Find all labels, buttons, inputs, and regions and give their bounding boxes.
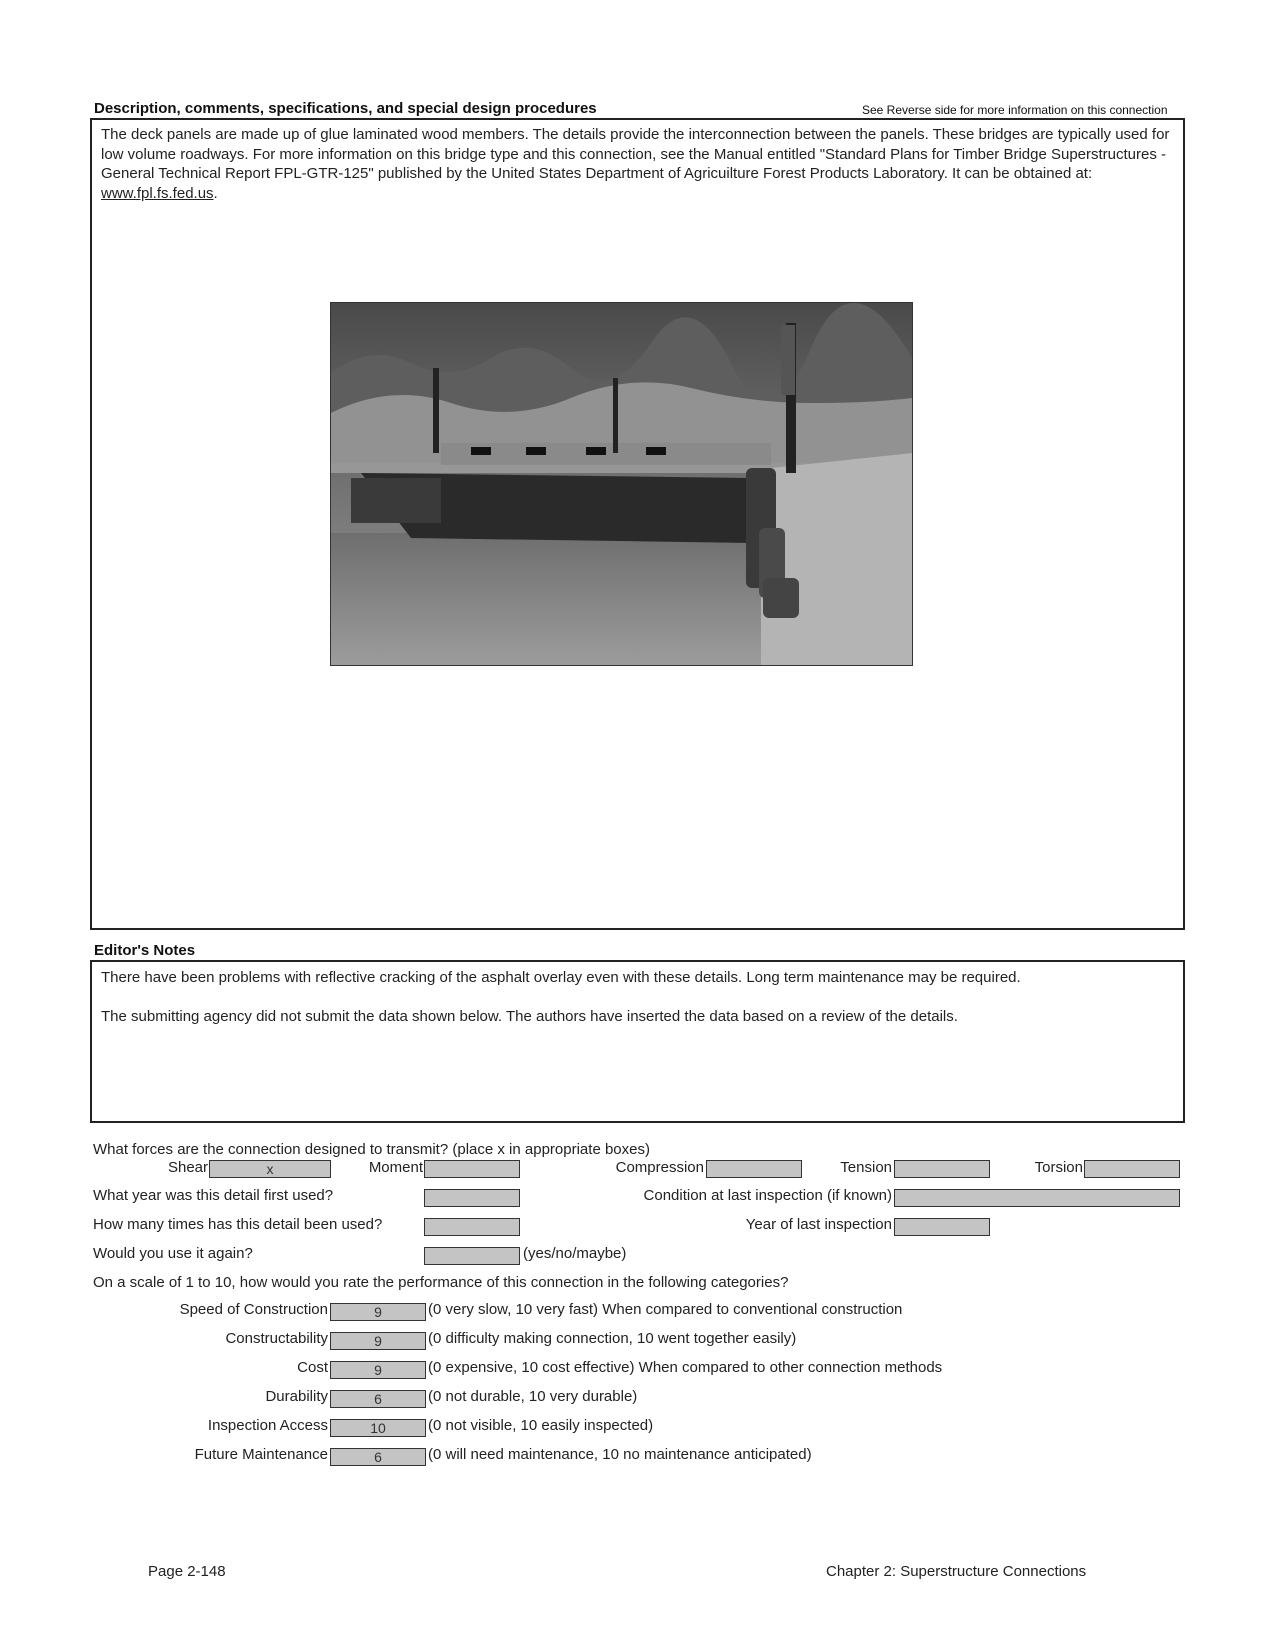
moment-label: Moment [368,1159,423,1176]
rating-label: Cost [297,1359,328,1376]
use-again-field[interactable] [424,1247,520,1265]
rating-label: Constructability [225,1330,328,1347]
times-used-field[interactable] [424,1218,520,1236]
rating-hint: (0 will need maintenance, 10 no maintenance anticipated) [428,1446,812,1463]
condition-label: Condition at last inspection (if known) [643,1187,892,1204]
description-text: The deck panels are made up of glue laminated wood members. The details provide the interconnection between the panels. These bridges are typically used for low volume roadways. For more information on this bridge type and this connection, see the Manual entitled "Standard Plans for Timber Bridge Superstructures - General Technical Report FPL-GTR-125" published by the United States Department of Agricuilture Forest Products Laboratory. It can be obtained at: www.fpl.fs.fed.us. [101,126,1170,202]
timber-bridge-photo [330,302,913,666]
year-first-used-field[interactable] [424,1189,520,1207]
rating-hint: (0 difficulty making connection, 10 went together easily) [428,1330,797,1347]
year-last-inspection-field[interactable] [894,1218,990,1236]
rating-durability-field[interactable]: 6 [330,1390,426,1408]
shear-field[interactable]: x [209,1160,331,1178]
scale-question: On a scale of 1 to 10, how would you rate the performance of this connection in the following categories? [93,1274,789,1291]
tension-field[interactable] [894,1160,990,1178]
description-header: Description, comments, specifications, and special design procedures [94,100,597,117]
compression-field[interactable] [706,1160,802,1178]
editors-notes-box [90,960,1185,1123]
year-last-inspection-label: Year of last inspection [745,1216,892,1233]
rating-label: Speed of Construction [179,1301,328,1318]
moment-field[interactable] [424,1160,520,1178]
page-number: Page 2-148 [148,1563,226,1580]
use-again-hint: (yes/no/maybe) [523,1245,627,1262]
rating-constructability-field[interactable]: 9 [330,1332,426,1350]
torsion-field[interactable] [1084,1160,1180,1178]
chapter-title: Chapter 2: Superstructure Connections [826,1563,1087,1580]
shear-label: Shear [167,1159,208,1176]
rating-hint: (0 not visible, 10 easily inspected) [428,1417,654,1434]
rating-label: Inspection Access [207,1417,328,1434]
editors-note-1: There have been problems with reflective cracking of the asphalt overlay even with these details. Long term maintenance may be required. [101,969,1021,986]
compression-label: Compression [615,1159,704,1176]
rating-inspection-access-field[interactable]: 10 [330,1419,426,1437]
rating-hint: (0 very slow, 10 very fast) When compared to conventional construction [428,1301,903,1318]
forces-question: What forces are the connection designed to transmit? (place x in appropriate boxes) [93,1141,650,1158]
rating-label: Future Maintenance [194,1446,328,1463]
fpl-link[interactable]: www.fpl.fs.fed.us [101,184,214,202]
rating-label: Durability [265,1388,328,1405]
bridge-photo-drawing [331,303,912,665]
rating-hint: (0 expensive, 10 cost effective) When compared to other connection methods [428,1359,943,1376]
rating-hint: (0 not durable, 10 very durable) [428,1388,638,1405]
tension-label: Tension [840,1159,892,1176]
editors-notes-header: Editor's Notes [94,942,196,959]
rating-future-maintenance-field[interactable]: 6 [330,1448,426,1466]
torsion-label: Torsion [1034,1159,1083,1176]
reverse-side-note: See Reverse side for more information on this connection [862,103,1168,117]
times-used-label: How many times has this detail been used? [93,1216,383,1233]
condition-field[interactable] [894,1189,1180,1207]
editors-note-2: The submitting agency did not submit the data shown below. The authors have inserted the data based on a review of the details. [101,1008,958,1025]
year-first-used-label: What year was this detail first used? [93,1187,334,1204]
use-again-label: Would you use it again? [93,1245,253,1262]
rating-cost-field[interactable]: 9 [330,1361,426,1379]
rating-speed-field[interactable]: 9 [330,1303,426,1321]
